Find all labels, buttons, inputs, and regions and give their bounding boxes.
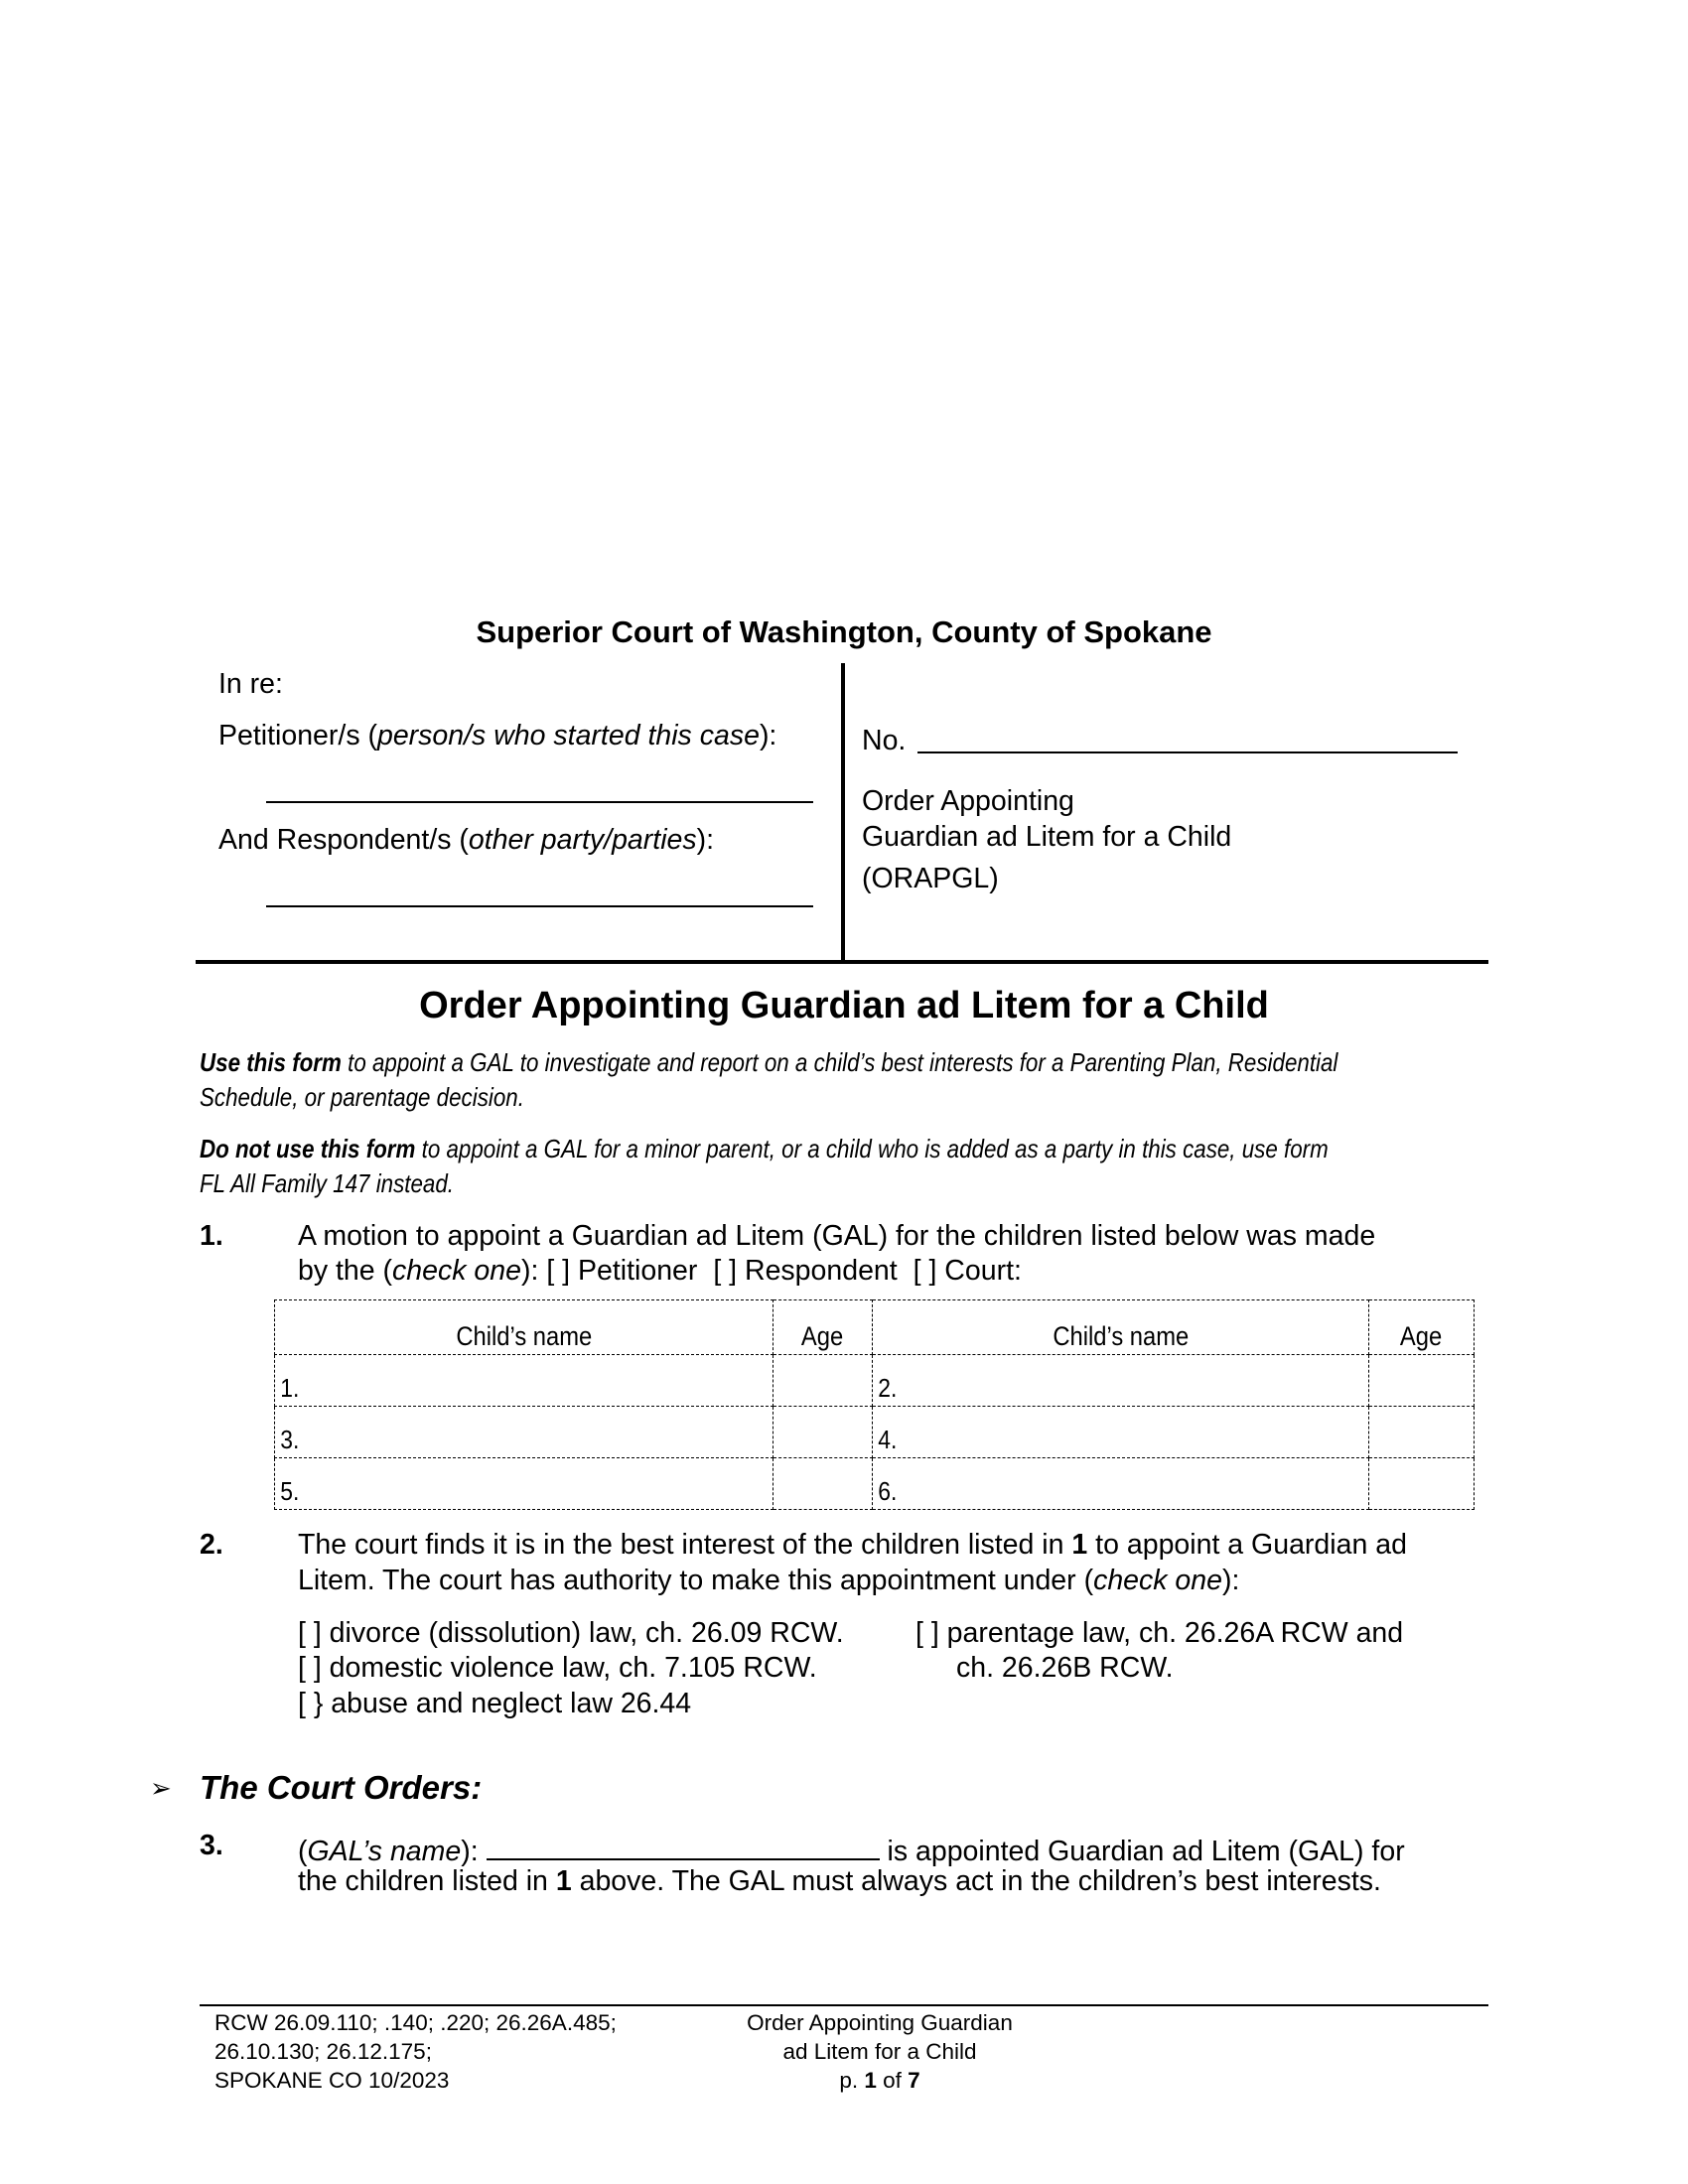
footer-statutes-line2: 26.10.130; 26.12.175;: [214, 2039, 432, 2064]
child-name-cell[interactable]: 6.: [873, 1458, 1369, 1510]
footer-rule: [200, 2004, 1488, 2006]
children-table-header: [275, 1300, 1475, 1355]
column-header-child-name: Child’s name: [873, 1300, 1369, 1355]
table-row: [275, 1407, 1475, 1458]
child-age-cell[interactable]: [774, 1355, 873, 1407]
form-code: (ORAPGL): [862, 863, 999, 894]
respondent-checkbox-option[interactable]: [ ] Respondent: [713, 1255, 898, 1287]
case-number-blank-line[interactable]: [917, 751, 1458, 753]
child-name-cell[interactable]: 4.: [873, 1407, 1369, 1458]
section-1-line2: by the (check one): [ ] Petitioner [ ] Respondent [ ] Court:: [298, 1255, 1022, 1287]
parentage-law-option[interactable]: [ ] parentage law, ch. 26.26A RCW and: [915, 1617, 1404, 1649]
court-orders-heading: The Court Orders:: [200, 1769, 483, 1806]
court-checkbox-option[interactable]: [ ] Court:: [913, 1255, 1022, 1287]
court-title: Superior Court of Washington, County of Spokane: [476, 614, 1212, 649]
children-table: [274, 1299, 1475, 1510]
column-header-age: Age: [1369, 1300, 1475, 1355]
section-1-number: 1.: [200, 1220, 223, 1252]
domestic-violence-law-option[interactable]: [ ] domestic violence law, ch. 7.105 RCW.: [298, 1652, 817, 1684]
column-header-child-name: Child’s name: [275, 1300, 774, 1355]
section-1-line1: A motion to appoint a Guardian ad Litem (GAL) for the children listed below was made: [298, 1220, 1376, 1252]
section-2-number: 2.: [200, 1529, 223, 1561]
do-not-use-note-line1: Do not use this form to appoint a GAL for a minor parent, or a child who is added as a party in this case, use form: [200, 1134, 1329, 1163]
caption-vertical-divider: [841, 663, 845, 964]
child-age-cell[interactable]: [1369, 1355, 1475, 1407]
child-name-cell[interactable]: 1.: [275, 1355, 774, 1407]
section-2-line2: Litem. The court has authority to make this appointment under (check one):: [298, 1565, 1240, 1596]
do-not-use-note-line2: FL All Family 147 instead.: [200, 1168, 455, 1198]
section-3-line1: (GAL’s name): is appointed Guardian ad Litem (GAL) for: [298, 1829, 1405, 1868]
respondent-blank-line[interactable]: [266, 905, 813, 907]
divorce-law-option[interactable]: [ ] divorce (dissolution) law, ch. 26.09 RCW.: [298, 1617, 844, 1649]
section-3-number: 3.: [200, 1830, 223, 1861]
child-name-cell[interactable]: 2.: [873, 1355, 1369, 1407]
column-header-age: Age: [774, 1300, 873, 1355]
in-re-label: In re:: [218, 668, 283, 700]
child-age-cell[interactable]: [774, 1458, 873, 1510]
parentage-law-option-line2: ch. 26.26B RCW.: [956, 1652, 1174, 1684]
form-name-line2: Guardian ad Litem for a Child: [862, 821, 1232, 853]
petitioner-blank-line[interactable]: [266, 801, 813, 803]
footer-revision: SPOKANE CO 10/2023: [214, 2068, 450, 2093]
case-number-label: No.: [862, 725, 907, 756]
abuse-neglect-law-option[interactable]: [ } abuse and neglect law 26.44: [298, 1688, 692, 1719]
use-form-note-line1: Use this form to appoint a GAL to investigate and report on a child’s best interests for a Parenting Plan, Residential: [200, 1047, 1338, 1077]
caption-bottom-rule: [196, 960, 1488, 964]
arrow-bullet-icon: ➢: [150, 1774, 172, 1804]
footer-page-number: p. 1 of 7: [839, 2068, 920, 2093]
child-name-cell[interactable]: 5.: [275, 1458, 774, 1510]
table-row: [275, 1355, 1475, 1407]
respondent-label: And Respondent/s (other party/parties):: [218, 824, 715, 856]
footer-form-name-line2: ad Litem for a Child: [782, 2039, 977, 2064]
use-form-note-line2: Schedule, or parentage decision.: [200, 1082, 524, 1112]
section-3-line2: the children listed in 1 above. The GAL must always act in the children’s best interests.: [298, 1865, 1381, 1897]
document-title: Order Appointing Guardian ad Litem for a Child: [419, 985, 1269, 1026]
child-age-cell[interactable]: [1369, 1458, 1475, 1510]
footer-form-name-line1: Order Appointing Guardian: [747, 2010, 1013, 2035]
section-2-line1: The court finds it is in the best interest of the children listed in 1 to appoint a Guardian ad: [298, 1529, 1407, 1561]
petitioner-checkbox-option[interactable]: [ ] Petitioner: [546, 1255, 698, 1287]
child-age-cell[interactable]: [774, 1407, 873, 1458]
table-row: [275, 1458, 1475, 1510]
child-name-cell[interactable]: 3.: [275, 1407, 774, 1458]
footer-statutes-line1: RCW 26.09.110; .140; .220; 26.26A.485;: [214, 2010, 617, 2035]
gal-name-blank-line[interactable]: [487, 1829, 880, 1860]
form-name-line1: Order Appointing: [862, 785, 1074, 817]
child-age-cell[interactable]: [1369, 1407, 1475, 1458]
petitioner-label: Petitioner/s (person/s who started this case):: [218, 720, 777, 751]
